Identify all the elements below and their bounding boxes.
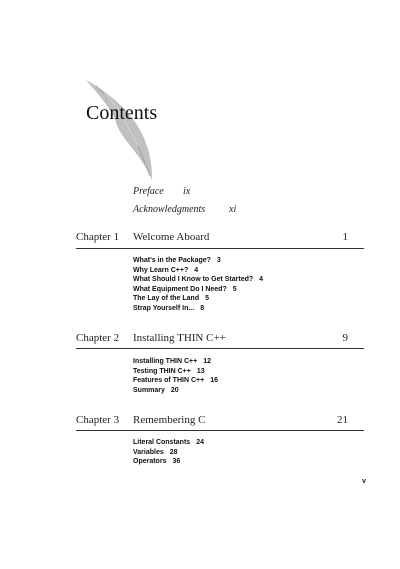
chapter-divider bbox=[76, 248, 364, 249]
section-page: 3 bbox=[216, 257, 221, 264]
section-entry[interactable] bbox=[133, 266, 263, 276]
section-label: Why Learn C++? bbox=[133, 266, 189, 274]
section-entry[interactable] bbox=[133, 457, 204, 467]
section-entry[interactable] bbox=[133, 386, 218, 396]
chapter-title: Remembering C bbox=[133, 414, 206, 426]
chapter-page: 9 bbox=[342, 332, 348, 344]
section-label: Features of THIN C++ bbox=[133, 377, 205, 384]
chapter-number: Chapter 1 bbox=[76, 231, 120, 243]
section-entry[interactable] bbox=[133, 304, 263, 314]
section-label: What's in the Package? bbox=[133, 257, 211, 264]
section-label: Literal Constants bbox=[133, 439, 191, 446]
front-matter-page: ix bbox=[183, 186, 191, 197]
section-label: Summary bbox=[133, 386, 165, 394]
front-matter-label: Preface bbox=[133, 186, 164, 197]
front-matter-page: xi bbox=[229, 204, 237, 215]
section-page: 5 bbox=[205, 295, 210, 302]
section-entry[interactable] bbox=[133, 275, 263, 285]
section-entry[interactable] bbox=[133, 256, 263, 266]
chapter-1-entry[interactable] bbox=[76, 231, 364, 245]
chapter-page: 1 bbox=[342, 231, 348, 243]
section-label: Variables bbox=[133, 448, 164, 456]
chapter-3-sections bbox=[133, 438, 204, 467]
section-entry[interactable] bbox=[133, 294, 263, 304]
chapter-2-sections bbox=[133, 357, 218, 395]
section-page: 8 bbox=[200, 304, 205, 312]
section-entry[interactable] bbox=[133, 285, 263, 295]
page-folio: v bbox=[362, 478, 366, 485]
section-entry[interactable] bbox=[133, 376, 218, 386]
chapter-page: 21 bbox=[337, 414, 348, 426]
section-page: 4 bbox=[194, 266, 199, 274]
section-page: 20 bbox=[170, 386, 179, 394]
chapter-divider bbox=[76, 430, 364, 431]
chapter-2-entry[interactable] bbox=[76, 332, 364, 346]
section-page: 4 bbox=[259, 276, 264, 283]
chapter-1-sections bbox=[133, 256, 263, 313]
chapter-title: Installing THIN C++ bbox=[133, 332, 226, 344]
section-page: 28 bbox=[169, 448, 178, 456]
section-label: Operators bbox=[133, 458, 167, 465]
section-page: 12 bbox=[203, 358, 211, 365]
section-page: 13 bbox=[196, 367, 205, 375]
section-page: 36 bbox=[172, 458, 181, 465]
section-page: 24 bbox=[196, 439, 204, 446]
section-label: Installing THIN C++ bbox=[133, 358, 198, 365]
section-entry[interactable] bbox=[133, 357, 218, 367]
chapter-3-entry[interactable] bbox=[76, 414, 364, 428]
section-entry[interactable] bbox=[133, 438, 204, 448]
contents-heading: Contents bbox=[86, 102, 158, 124]
section-page: 5 bbox=[232, 285, 237, 293]
section-label: What Should I Know to Get Started? bbox=[133, 276, 254, 283]
front-matter-label: Acknowledgments bbox=[133, 204, 206, 215]
chapter-title: Welcome Aboard bbox=[133, 231, 210, 243]
section-entry[interactable] bbox=[133, 448, 204, 458]
section-label: Strap Yourself In... bbox=[133, 304, 195, 312]
section-entry[interactable] bbox=[133, 367, 218, 377]
section-label: What Equipment Do I Need? bbox=[133, 285, 227, 293]
chapter-number: Chapter 2 bbox=[76, 332, 120, 344]
chapter-divider bbox=[76, 348, 364, 349]
section-label: The Lay of the Land bbox=[133, 295, 200, 302]
chapter-number: Chapter 3 bbox=[76, 414, 120, 426]
section-page: 16 bbox=[210, 377, 218, 384]
section-label: Testing THIN C++ bbox=[133, 367, 191, 375]
